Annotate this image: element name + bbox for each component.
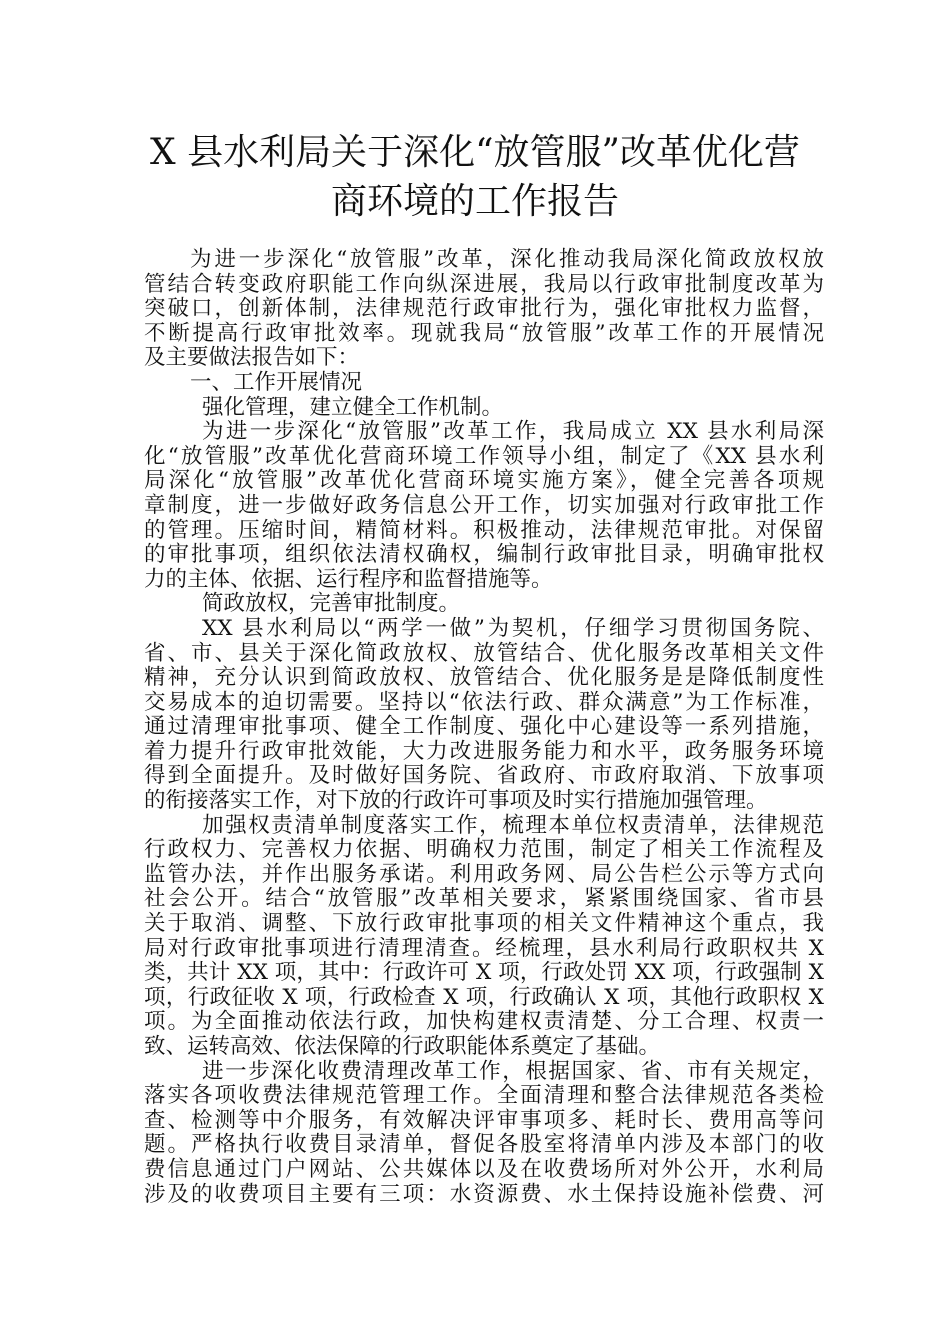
body-line: 项，行政征收 X 项，行政检查 X 项，行政确认 X 项，其他行政职权 X — [144, 984, 824, 1010]
body-line: 章制度，进一步做好政务信息公开工作，切实加强对行政审批工作 — [144, 492, 824, 518]
body-line: 化“放管服”改革优化营商环境工作领导小组，制定了《XX 县水利 — [144, 443, 824, 469]
body-line: 管结合转变政府职能工作向纵深进展，我局以行政审批制度改革为 — [144, 271, 824, 297]
body-line: 社会公开。结合“放管服”改革相关要求，紧紧围绕国家、省市县 — [144, 886, 824, 912]
body-line: 的审批事项，组织依法清权确权，编制行政审批目录，明确审批权 — [144, 542, 824, 568]
body-line: 项。为全面推动依法行政，加快构建权责清楚、分工合理、权责一 — [144, 1009, 824, 1035]
title-line-1: X 县水利局关于深化“放管服”改革优化营 — [150, 132, 800, 173]
body-line: 不断提高行政审批效率。现就我局“放管服”改革工作的开展情况 — [144, 320, 824, 346]
body-line: 局对行政审批事项进行清理清查。经梳理，县水利局行政职权共 X — [144, 935, 824, 961]
body-line: 的管理。压缩时间，精简材料。积极推动，法律规范审批。对保留 — [144, 517, 824, 543]
document-body — [144, 248, 824, 1207]
body-line: 关于取消、调整、下放行政审批事项的相关文件精神这个重点，我 — [144, 911, 824, 937]
body-line: XX 县水利局以“两学一做”为契机，仔细学习贯彻国务院、 — [202, 615, 824, 641]
body-line: 落实各项收费法律规范管理工作。全面清理和整合法律规范各类检 — [144, 1083, 824, 1109]
body-line: 局深化“放管服”改革优化营商环境实施方案》，健全完善各项规 — [144, 468, 824, 494]
body-line: 题。严格执行收费目录清单，督促各股室将清单内涉及本部门的收 — [144, 1132, 824, 1158]
body-line: 精神，充分认识到简政放权、放管结合、优化服务是是降低制度性 — [144, 665, 824, 691]
body-line: 力的主体、依据、运行程序和监督措施等。 — [144, 566, 553, 592]
body-line: 省、市、县关于深化简政放权、放管结合、优化服务改革相关文件 — [144, 640, 824, 666]
body-line: 涉及的收费项目主要有三项：水资源费、水土保持设施补偿费、河 — [144, 1181, 824, 1207]
body-line: 为进一步深化“放管服”改革，深化推动我局深化简政放权放 — [190, 247, 824, 272]
body-line: 类，共计 XX 项，其中：行政许可 X 项，行政处罚 XX 项，行政强制 X — [144, 960, 824, 986]
body-line: 监管办法，并作出服务承诺。利用政务网、局公告栏公示等方式向 — [144, 861, 824, 887]
body-line: 的衔接落实工作，对下放的行政许可事项及时实行措施加强管理。 — [144, 788, 768, 814]
title-line-2: 商环境的工作报告 — [330, 181, 619, 222]
body-line: 致、运转高效、依法保障的行政职能体系奠定了基础。 — [144, 1034, 661, 1059]
sub-heading: 强化管理，建立健全工作机制。 — [202, 394, 504, 420]
body-line: 着力提升行政审批效能，大力改进服务能力和水平，政务服务环境 — [144, 738, 824, 764]
sub-heading: 简政放权，完善审批制度。 — [202, 591, 461, 617]
body-line: 进一步深化收费清理改革工作，根据国家、省、市有关规定， — [202, 1058, 824, 1084]
section-heading: 一、工作开展情况 — [190, 369, 363, 395]
body-line: 费信息通过门户网站、公共媒体以及在收费场所对外公开，水利局 — [144, 1156, 824, 1182]
body-line: 行政权力、完善权力依据、明确权力范围，制定了相关工作流程及 — [144, 837, 824, 863]
body-line: 加强权责清单制度落实工作，梳理本单位权责清单，法律规范 — [202, 812, 824, 838]
body-line: 为进一步深化“放管服”改革工作，我局成立 XX 县水利局深 — [202, 419, 824, 445]
body-line: 通过清理审批事项、健全工作制度、强化中心建设等一系列措施， — [144, 714, 824, 740]
body-line: 得到全面提升。及时做好国务院、省政府、市政府取消、下放事项 — [144, 763, 824, 789]
body-line: 交易成本的迫切需要。坚持以“依法行政、群众满意”为工作标准， — [144, 689, 824, 715]
body-line: 及主要做法报告如下： — [144, 345, 360, 371]
body-line: 突破口，创新体制，法律规范行政审批行为，强化审批权力监督， — [144, 296, 824, 322]
document-title — [130, 128, 820, 226]
body-line: 查、检测等中介服务，有效解决评审事项多、耗时长、费用高等问 — [144, 1107, 824, 1133]
